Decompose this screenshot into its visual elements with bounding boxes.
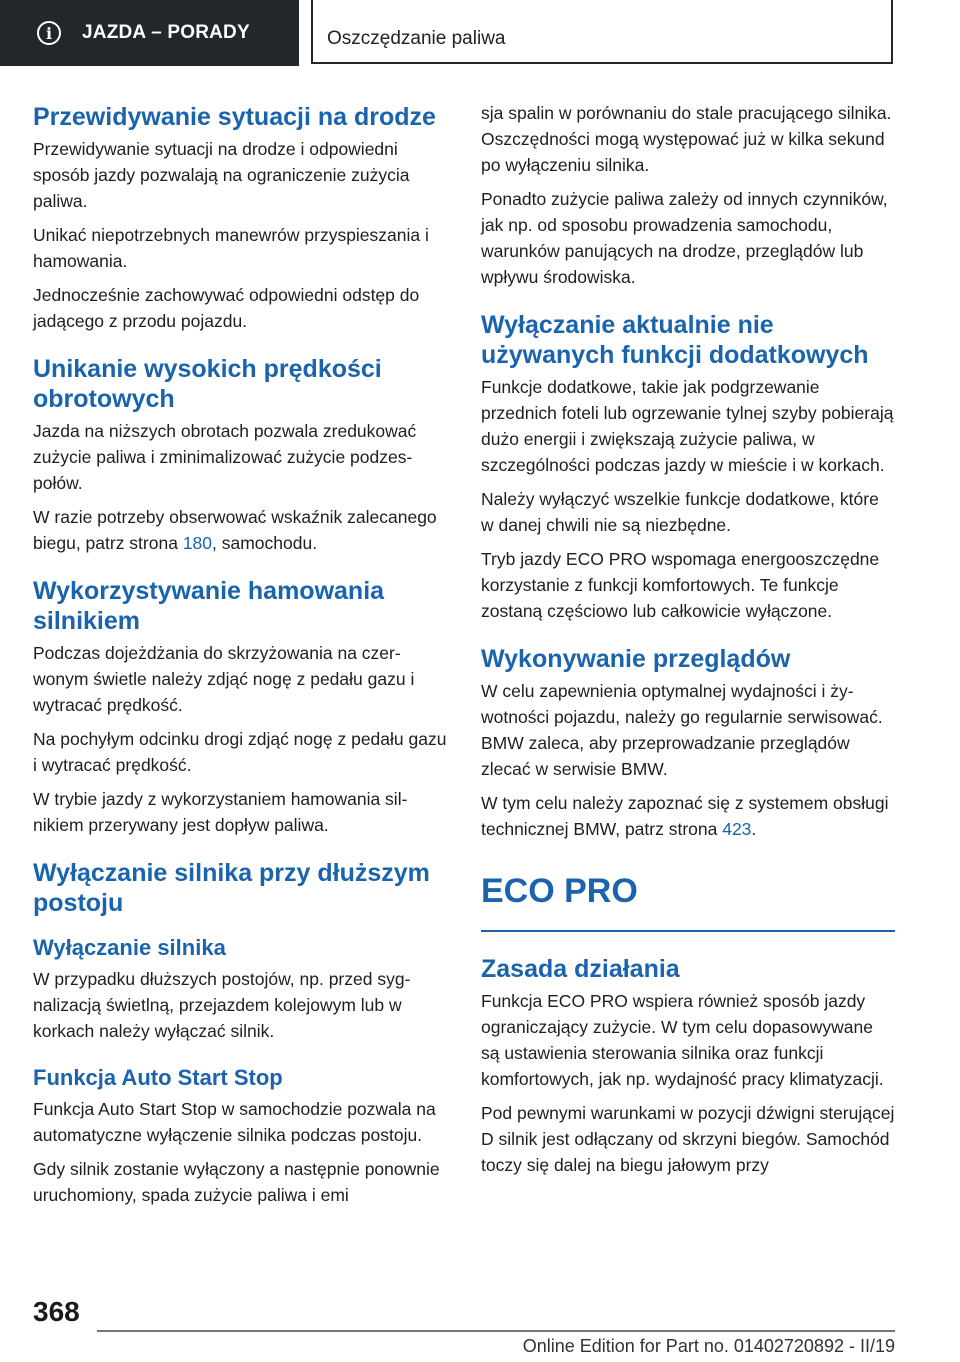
chapter-title: Oszczędzanie paliwa (327, 28, 506, 49)
heading-extras: Wyłączanie aktualnie nie używanych funkcji dodatkowych (481, 311, 869, 369)
paragraph: Funkcja Auto Start Stop w samochodzie pozwala na automatyczne wyłączenie silnika podczas postoju. (33, 1099, 436, 1145)
footer-rule (97, 1330, 895, 1332)
paragraph: Pod pewnymi warunkami w pozycji dźwigni sterującej D silnik jest odłączany od skrzyni biegów. Samochód toczy się dalej na biegu jałowym przy (481, 1103, 895, 1175)
heading-service: Wykonywanie przeglądów (481, 645, 791, 673)
paragraph: Ponadto zużycie paliwa zależy od innych czynników, jak np. od sposobu prowadzenia samochodu, warunków panujących na drodze, przeglądów lub wpływu środowiska. (481, 189, 888, 287)
paragraph-text: W tym celu należy zapoznać się z systemem obsługi technicznej BMW, patrz strona (481, 793, 889, 839)
paragraph (481, 790, 895, 842)
right-column (481, 100, 895, 1186)
paragraph: Podczas dojeżdżania do skrzyżowania na czerwonym świetle należy zdjąć nogę z pedału gazu i wytracać prędkość. (33, 643, 415, 715)
paragraph: Jednocześnie zachowywać odpowiedni odstęp do jadącego z przodu pojazdu. (33, 285, 420, 331)
paragraph: Gdy silnik zostanie wyłączony a następnie ponownie uruchomiony, spada zużycie paliwa i emi (33, 1159, 440, 1205)
eco-pro-title: ECO PRO (481, 872, 638, 910)
heading-anticipate: Przewidywanie sytuacji na drodze (33, 103, 436, 131)
heading-high-rpm: Unikanie wysokich prędkości obrotowych (33, 355, 382, 413)
page-link-423[interactable]: 423 (722, 819, 752, 839)
section-header-tab (0, 0, 299, 66)
paragraph: Funkcje dodatkowe, takie jak podgrzewanie przednich foteli lub ogrzewanie tylnej szyby pobierają dużo energii i zwiększają zużycie paliwa, w szczególności podczas jazdy w mieście i w korkach. (481, 377, 894, 475)
paragraph: Unikać niepotrzebnych manewrów przyspieszania i hamowania. (33, 225, 429, 271)
subheading-engine-off: Wyłączanie silnika (33, 935, 226, 960)
title-rule (481, 930, 895, 932)
paragraph: Funkcja ECO PRO wspiera również sposób jazdy ograniczający zużycie. W tym celu dopasowywane są ustawienia sterowania silnika oraz funkcji komfortowych, jak np. wydajność pracy klimatyzacji. (481, 991, 884, 1089)
paragraph: Tryb jazdy ECO PRO wspomaga energooszczędne korzystanie z funkcji komfortowych. Te funkcje zostaną częściowo lub całkowicie wyłączone. (481, 549, 880, 621)
page-link-180[interactable]: 180 (182, 533, 213, 553)
heading-principle: Zasada działania (481, 955, 680, 983)
paragraph: Na pochyłym odcinku drogi zdjąć nogę z pedału gazu i wytracać prędkość. (33, 729, 447, 775)
heading-long-stop: Wyłączanie silnika przy dłuższym postoju (33, 859, 430, 917)
paragraph: Przewidywanie sytuacji na drodze i odpowiedni sposób jazdy pozwalają na ograniczenie zużycia paliwa. (33, 139, 410, 211)
footer-edition: Online Edition for Part no. 01402720892 - II/19 (522, 1336, 895, 1356)
paragraph-text: . (751, 819, 757, 839)
heading-engine-braking: Wykorzystywanie hamowania silnikiem (33, 577, 385, 635)
paragraph: W celu zapewnienia optymalnej wydajności i żywotności pojazdu, należy go regularnie serwisować. BMW zaleca, aby przeprowadzanie przeglądów zlecać w serwisie BMW. (481, 681, 883, 779)
page-number: 368 (33, 1296, 80, 1327)
paragraph-text: W razie potrzeby obserwować wskaźnik zalecanego biegu, patrz strona (33, 507, 437, 553)
section-label: JAZDA – PORADY (82, 22, 250, 43)
paragraph: sja spalin w porównaniu do stale pracującego silnika. Oszczędności mogą występować już w kilka sekund po wyłączeniu silnika. (481, 103, 892, 175)
paragraph: W przypadku dłuższych postojów, np. przed sygnalizacją świetlną, przejazdem kolejowym lub w korkach należy wyłączać silnik. (33, 969, 411, 1041)
paragraph: W trybie jazdy z wykorzystaniem hamowania silnikiem przerywany jest dopływ paliwa. (33, 789, 408, 835)
info-icon: i (37, 21, 61, 45)
paragraph (33, 504, 447, 556)
paragraph: Jazda na niższych obrotach pozwala zredukować zużycie paliwa i zminimalizować zużycie podzespołów. (33, 421, 417, 493)
paragraph-text: , samochodu. (212, 533, 318, 553)
paragraph: Należy wyłączyć wszelkie funkcje dodatkowe, które w danej chwili nie są niezbędne. (481, 489, 879, 535)
left-column (33, 102, 447, 1216)
subheading-auto-start-stop: Funkcja Auto Start Stop (33, 1065, 283, 1090)
